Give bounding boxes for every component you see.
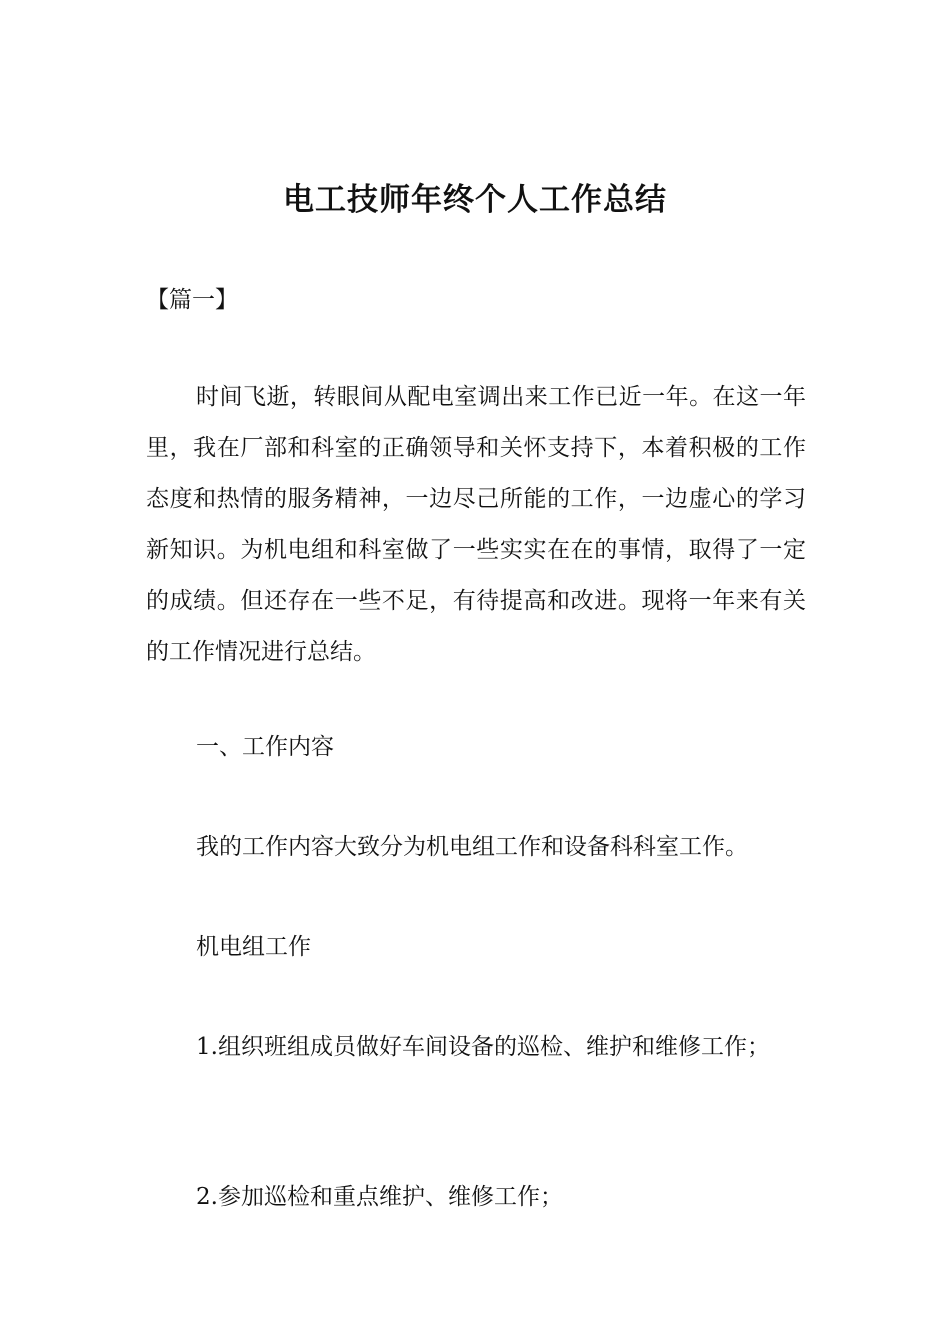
subheading-mech-group: 机电组工作	[196, 934, 311, 960]
heading-work-content: 一、工作内容	[196, 734, 334, 760]
list-item-1: 1.组织班组成员做好车间设备的巡检、维护和维修工作；	[196, 1034, 770, 1060]
document-title: 电工技师年终个人工作总结	[283, 182, 667, 218]
paragraph-intro: 时间飞逝，转眼间从配电室调出来工作已近一年。在这一年里，我在厂部和科室的正确领导和关怀支持下，本着积极的工作态度和热情的服务精神，一边尽己所能的工作，一边虚心的学习新知识。为机电组和科室做了一些实实在在的事情，取得了一定的成绩。但还存在一些不足，有待提高和改进。现将一年来有关的工作情况进行总结。	[146, 384, 806, 665]
section-tag: 【篇一】	[146, 287, 238, 313]
paragraph-work-scope: 我的工作内容大致分为机电组工作和设备科科室工作。	[196, 834, 748, 860]
list-item-2: 2.参加巡检和重点维护、维修工作；	[196, 1184, 563, 1210]
